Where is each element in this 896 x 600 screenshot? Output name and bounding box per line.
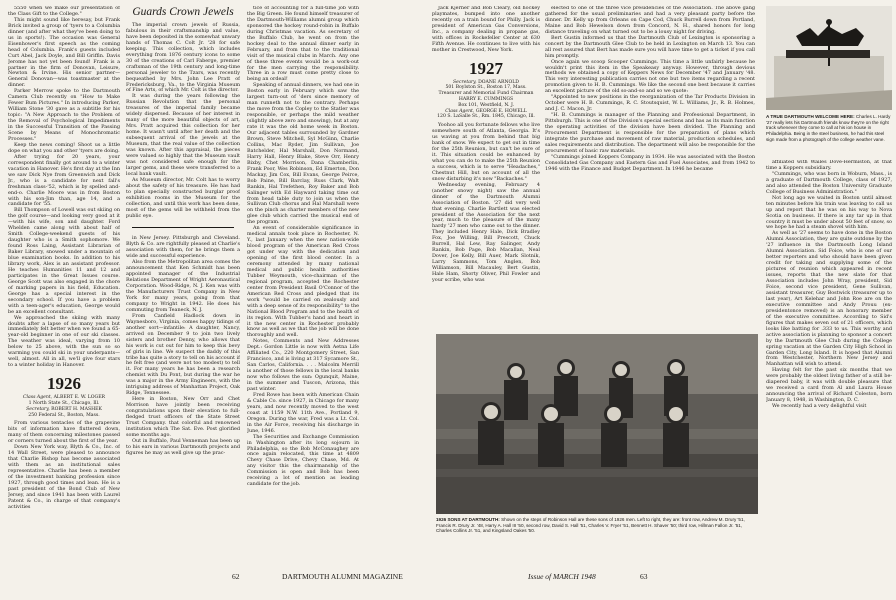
paragraph: Bill Thompson of Lowell was out skiing on the golf course—and looking very good at it—with his wife, son and daughter. Ford Whelden came along with about half of Smith College-weekend guests of his daughter who is a Smith sophomore. We found Ross Laing, Assistant Librarian of Baker Library, snowed under a mountain of blue examination books. In addition to his library work, Alex is an assistant professor. He teaches Humanities 11 and 12 and participates in the Great Issues course. George Scott was also engaged in the chore of marking papers in his field, Education. George has a special interest in the secondary school. If you have a problem with a teen-ager's education, George would be an excellent consultant. (8, 207, 120, 315)
paragraph: As well as '27 seems to have done in the Boston Alumni Association, they are quite outdone by the '27 influence in the Dartmouth Long Island Alumni Association. Sid Foice, who is one of our better reporters and who should have been given credit for taking and supplying some of the pictures of reunion which appeared in recent issues, reports that the new slate for that Association includes John Wray, president, Sid Foice, second vice president, Gene Sullivan, assistant treasurer, Guy Bostwick (treasurer up to last year), Art Kelehar and John Roe are on the executive committee and Andy Prouu (ex-presidentonce removed) is an honorary member of the executive committee. According to Sid's figures that makes seven out of 21 officers, which looks like batting for .333 to us. This worthy and active association is planning to sponsor a concert by the Dartmouth Glee Club during the College spring vacation at the Garden City High School in Garden City, Long Island. It is hoped that Alumni from Westchester, Northern New Jersey and Manhattan will wish to attend. (766, 230, 892, 368)
col2-paras (126, 23, 240, 219)
paragraph: Speaking of annual dinners, we had one in Boston early in February which saw the largest turn-out of 'ders since memory of man runneth not to the contrary. Perhaps the move from the Copley to the Statler was responsible, or perhaps the mild weather (slightly above zero and snowing), but at any rate it was the old home week in Boston. Our adjacent tables surrounded by Gardner Brown, Steve Mitchell, Syl McGinn, Charlie Collins, Mac Ryder, Jim Sullivan, Joe Batchelder, Hal Marshall, Don Normand, Harry Hall, Henry Blake, Steve Orr, Henry Bixby, Chet Morrison, Dana Chamberlin, Frank Poor, Wes Robinson, Ed Emerton, Don Mackay, Jim Cox, Bill Evans, George Peirce, Bob Paine, Bill Barclay, Russ Clark, Walt Rankin, Hal Trefethen, Roy Baker and Bob Salinger with Ed Hayward taking time out from head table duty to join us when the Sullivan Club chorus and Hal Marshall were on the pinch as charter members of the new glee club which carried the musical end of the program. (247, 82, 359, 226)
section-meta-value: DOANE ARNOLD (478, 79, 519, 85)
paragraph: Not long ago we waited in Boston until almost ten minutes before his train was leaving to call us up and report that he was on his way to Nova Scotia on business. If there is any tar up in that country it must be under about 50 feet of snow, so we hope he had a steam shovel with him. (766, 194, 892, 231)
section-meta-key: Secretary, (453, 79, 477, 85)
column-3 (247, 6, 359, 566)
paragraph: Here in Boston, New Orr and Chet Morrison have jointly been receiving congratulations upon their elevation to full-fledged trust officers of the State Street Trust Company. that colorful and renowned institution which The Sat. Eve. Post glorified some months ago. (126, 396, 240, 438)
paragraph: tice of accounting for a full-time job with the Big Green. He found himself treasurer of the Dartmouth-Williams alumni group which sponsored the hockey round-robin in Buffalo during Christmas vacation. As secretary of the Buffalo Club, he went on from the hockey deal to the annual dinner early in February, and from that to the traditional visit of the musical clubs in March. Any one of these three events would be a work-out for the men carrying the responsibility. Three in a row must come pretty close to being an ordeal! (247, 6, 359, 83)
section-meta-value: GEORGE E. HOWELL (475, 108, 527, 114)
col4-paras (432, 6, 540, 54)
page-number-right: 63 (640, 572, 648, 581)
paragraph: Parker Merrow spoke to the Dartmouth Camera Club recently on "How to Make Fewer Bum Pictures." In introducing Parker, William Stone '30 gave as a subtitle for his topic: "A New Approach to the Problem of the Removal of Psychological Impediments in the Successful Transition of the Passing Scene by Means of Monochromatic Processes." (8, 88, 120, 142)
paragraph: Out in Buffalo, Paul Venneman has been up to his ears in various Dartmouth projects and figures he may as well give up the prac- (126, 437, 240, 456)
section-meta-line (8, 413, 120, 419)
paragraph: An event of considerable significance in medical annals took place in Rochester, N. Y., last January when the new nation-wide blood program of the American Red Cross got under way with the dedication and opening of the first blood center. In a ceremony attended by many national medical and public health authorities Tubber Weymouth, vice-chairman of the regional program, accepted the Rochester center from President Basil O'Connor of the American Red Cross and pledged that its work "would be carried on zealously and with a deep sense of its responsibility" to the National Blood Program and to the health of its region. With Tubber's hand and heart in it the new center in Rochester probably know as well as we that the job will be done thoroughly and well. (247, 225, 359, 339)
steel-sign-photo (766, 6, 892, 110)
col4-paras2 (432, 123, 540, 284)
paragraph: "Cummings joined Koppers Company in 1934. He was associated with the Boston Consolidated Gas Company and Eastern Gas and Fuel Associates, and from 1942 to 1946 with the Finance and Budget Department. In 1946 he became (545, 153, 755, 172)
paragraph: This might sound like heresay, but Frank Brick invited a group of 'tyers to a Columbia dinner (and after what they've been doing to us in sports!). The occasion was General Eisenhower's first speech as the coming head of Columbia. Frank's guests included Curt Abel, Jack Doyle, and Bill Griffin. Davis Jerome has not yet been found! Frank is a partner in the firm of Donovan, Leisure, Newton & Irvine. His senior partner—General Donovan—was toastmaster at the dinner. (8, 16, 120, 89)
column-1 (8, 6, 120, 566)
paragraph: affiliated with Wailes Dove-Hermiston, at that time a Koppers subsidiary. (766, 160, 892, 171)
section-meta-value: 250 Federal St., Boston, Mass. (28, 412, 100, 418)
col2-paras2 (126, 236, 240, 456)
col3-paras (247, 6, 359, 488)
col1-paras2 (8, 421, 120, 510)
paragraph: After trying for 20 years, your correspondent finally got around to a winter vacation in Hanover. He's first day at the Inn we saw Dick Nye from Greenwich and Dick Jr., who is a candidate for next fall's freshman class-'52, which is by spelled and-end-o. Charlie Moore was in from Boston with his son-Jim than, age 14, and a candidate for '55. (8, 153, 120, 208)
magazine-title: DARTMOUTH ALUMNI MAGAZINE (282, 572, 403, 581)
paragraph: It was during the years following the Russian Revolution that the personal treasures of the imperial family became widely dispersed. Because of her interest in many of the more beautiful objects of art, Mrs. Pratt acquired this collection for her home. It wasn't until after her death and the subsequent arrival of the jewels at the Museum, that the real value of the collection was known. After this appraisal, the pieces were valued so highly that the Museum vault was not considered safe enough for the larger gems, and these were transferred to a local bank vault. (126, 93, 240, 177)
group-photo-caption: 1926 SONS AT DARTMOUTH: Shown on the steps of Robinson Hall are these sons of 1926 men. Left to right, they are: front row, Andrew M. Drury '51, Francis R. Drury Jr. '48, Harry A. Hall III '50, second row, David S. Hall '51, Charles V. Fryer '51, Bennett H. Shaver '50; third row, Hillman Fallon Jr. '51, Charles Collins Jr. '51, and Kingsland Oakes '50. (436, 517, 745, 534)
paragraph: Yoohoo all you fortunate fellows who live somewhere south of Atlanta, Georgia. It's us waving at you from behind that big bank of snow. We expect to get out in time for the 25th Reunion, but can't be sure of it. This situation could be enhanced by what you can do to make the 25th Reunion a success, which is to serve "Headaches," Chestnut Hill, but on account of all the snow disturbing it's now "Backaches." (432, 122, 540, 182)
paragraph: We recently had a very delightful visit (772, 403, 867, 410)
paragraph: Wednesday evening, February 4 (another snowy night) saw the annual dinner of the Dartmouth Alumni Association of Boston. '27 did very well that evening. Charlie Bartlett was elected president of the Association for the next year, much to the pleasure of the many hardy '27 men who came out to the dinner. They included Henry Hale, Dick Bradley Fox, Joe Willing, Bill Prescott, Chuck Burrell, Hal Lew, Ray Salinger, Andy Rankin, Bob Page, Bob Macallan, Neal Dover, Joe Kelly, Bill Auer, Mark Slotnik, Larry Sammons, Tom Anglen, Bob Williamson, Bill Macauley, Bert Gustin, Hale Ham, Shorty Oliver, Phil Fowler and your scribe, who was (432, 181, 540, 283)
paragraph: Having felt for the past six months that we were probably the oldest living father of a still be-diapered baby, it was with double pleasure that we received a card from Al and Laura House announcing the arrival of Richard Coleston, born January 8, 1948, in Washington, D. C. (766, 367, 892, 404)
paragraph: Down New York way, Blyth & Co., Inc. of 14 Wall Street, were pleased to announce that Charlie Bishop has become associated with them as an institutional sales representative. Charlie has been a member of the investment banking profession since 1927, through good times and lean. He is a past president of the Bond Club of New Jersey, and since 1941 has been with Laurel Patent & Co., in charge of that company's activities (8, 444, 120, 510)
paragraph: elected to one of the three vice presidencies of the Association. The above gang gathered for the usual preliminaries and had a very pleasant party before the dinner. Dr. Kelly up from Orleans on Cape Cod, Chuck Burrell down from Portland, Maine and Bob Hewelson down from Concord, N. H., shared honors for long distance traveling on what turned out to be a lousy night for driving. (545, 6, 755, 35)
section-meta-line (432, 114, 540, 120)
section-meta-value: ROBERT H. MASHEK (51, 406, 102, 412)
col1-paras (8, 6, 120, 369)
section-meta-value: 120 S. LaSalle St., Rm. 1845, Chicago, Ill. (437, 114, 535, 120)
section-meta-value: HARRY E. CUMMINGS (458, 97, 514, 103)
paragraph: Bert Gustin informed us that the Dartmouth Club of Lexington is sponsoring a concert by the Dartmouth Glee Club to be held in Lexington on March 13. You can all rest assured that Bert has made sure you will have time to get a ticket if you call him promptly. (545, 34, 755, 59)
section-heading-1926: 1926 (47, 374, 81, 394)
paragraph: The imperial crown jewels of Russia, fabulous in their craftsmanship and value, have been deposited in the somewhat unwary hands of Thomas C. Colt Jr. '28 for safe keeping. This collection, which includes everything from 1876 century icons to some 30 of the creations of Carl Faberge, premier craftsman of the 19th century and long-time personal jeweler to the Tzars, was recently bequeathed by Mrs. John Lee Pratt of Fredericksburg, Va., to the Virginia Museum of Fine Arts, of which Mr. Colt is the director. (126, 22, 240, 94)
column-4 (432, 6, 540, 328)
paragraph: We approached the skiing with many doubts after a lapse of so many years but immediately felt better when we found a 65-year-old beginner in one of our ski classes. The weather was ideal, varying from 10 below to 25 above, with the sun so so warming you could ski in your underpants—well, almost. All in all, we'll give four stars to a winter holiday in Hanover. (8, 314, 120, 369)
issue-date: Issue of MARCH 1948 (528, 572, 596, 581)
paragraph: "H. B. Cummings is manager of the Planning and Professional Department, in Pittsburgh. This is one of the Division's special sections and has as its main function the operating activities of the division have been divided. The Planning and Procurement Department is responsible for the preparation of plans which integrate the purchase and movement of raw material, production schedules, and sales requirements and distribution. The department will also be responsible for the procurement of basic raw materials. (545, 112, 755, 154)
paragraph: in New Jersey. Pittsburgh and Cleveland. Blyth & Co. are rightfully pleased at Charlie's association with them, for he brings them a wide and successful experience. (126, 235, 240, 260)
section-meta-value: ALBERT E. W. LOGER (53, 395, 106, 401)
paragraph: Fred Rowe has been with American Chain & Cable Co. since 1927, in Chicago for many years, and now recently moved to the west coast at 1159 N.W. 11th Ave., Portland 9, Oregon. During the war, Fred was a Lt. Col. in the Air Force, receiving his discharge in June, 1946. (247, 391, 359, 434)
paragraph: From various tentacles of the grapevine bits of information have fluttered down, many of them concerning milestones passed or corners turned about the first of the year. (8, 420, 120, 445)
robinson-hall-group-photo (436, 334, 758, 514)
column-5 (545, 6, 755, 328)
column-2 (126, 6, 240, 566)
paragraph: From Canfield Hadlock down in Waynesboro, Virginia, comes happy tidings of another sort—infantile: A daughter, Nancy, arrived on December 9 to join two lively sisters and brother Denny, who allows that his work is cut out for him to keep this bevy of girls in line. We suspect the daddy of this tribe has quite a story to tell on his account if he felt free (and were not too modest) to tell it. For many years he has been a research chemist with Du Pont, but during the war he was a major in the Army Engineers, with the intriguing address of Manhattan Project, Oak Ridge, Tennessee. (126, 312, 240, 397)
paragraph: Keep the news coming! Shoot us a little dope on what you and other 'tyers are doing. (8, 141, 120, 154)
paragraph: Once again we scoop Scooper Cummings. This time a little unfairly because he wouldn't print this item in the Speakeasy anyway. However, through devious methods we obtained a copy of Keppers News for December '47 and January '48. This very interesting publication carries not one but two items regarding a recent promotion given to H. B. Cummings. We like the second one best because it carries an excellent picture of the old so-and-so and so we quote: (545, 58, 755, 95)
col4-secmeta (432, 80, 540, 121)
section-meta-value: 501 Boylston St., Boston 17, Mass. (445, 85, 527, 91)
section-meta-value: Box 101, Westfield, N. J. (458, 102, 514, 108)
page-number-left: 62 (232, 572, 240, 581)
paragraph: Also from the Metropolitan area comes the announcement that Ken Schmidt has been appointed manager of the Industrial Relations Department of Wright Aeronautical Corporation. Wood-Ridge, N. J. Ken was with the Manufacturers Trust Company in New York for many years, going from that company to Wright in 1942. He does his commuting from Teaneck, N. J. (126, 259, 240, 313)
paragraph: As Museum director, Mr. Colt has to worry about the safety of his treasure. He has had to plan specially constructed burglar proof exhibition rooms in the Museum for the collection, and until this work has been done, most of the gems will be withheld from the public eye. (126, 176, 240, 219)
column-6 (766, 160, 892, 570)
section-heading-1927: 1927 (469, 58, 503, 78)
col5-paras (545, 6, 755, 173)
col1-secmeta (8, 395, 120, 418)
paragraph: "Cummings, who was born in Woburn, Mass., is a graduate of Dartmouth College, class of 1927, and also attended the Boston University Graduate College of Business Administration." (766, 170, 892, 195)
section-meta-value: 1 North State St., Chicago, Ill. (28, 400, 100, 406)
paragraph: Jack Kjerner and Bob Cleary, old hockey playmates, bumped into one another recently on a train bound for Philly. Jack is president of American Gas Conversions, Inc., a company dealing in propane gas, with offices in Rockefeller Center at 630 Fifth Avenue. He continues to live with his mother in Crestwood, New York. (432, 6, 540, 53)
paragraph: 5550 when we make our presentation of the Class Gift to the College." (8, 6, 120, 17)
section-meta-key: Secretary, (26, 406, 50, 412)
paragraph: The Securities and Exchange Commission in Washington after its long sojourn in Philadelphia, so the Bob McConaughey are once again relocated, this time at 4809 Chevy Chase Drive, Chevy Chase, Md. At any visitor this the chairmanship of the Commission is open and Bob has been receiving a lot of mention as leading candidate for the job. (247, 433, 359, 488)
section-meta-key: Class Agent, (445, 108, 475, 114)
paragraph: Notes, Comments and New Addresses Dept.: Gordon Little is now with Aetna Life Affiliated Co., 220 Montgomery Street, San Francisco, and is living at 317 Sycamore St., San Carlos, California. . . . Malcolm Merrill is another of those fellows in the local banks now who follows the sun: Ogunquit, Maine, in the summer and Tuscon, Arizona, this past winter. (247, 338, 359, 392)
paragraph: "Appointed to new positions in the reorganization of the Tar Products Division in October were H. B. Cummings, R. C. Stoutsquist, W. L. Williams, Jr., R. B. Holmes, and J. C. Macon, Jr. (545, 94, 755, 113)
col6-paras (766, 160, 892, 410)
section-meta-value: Treasurer and Memorial Fund Chairman (438, 91, 534, 97)
steel-sign-caption: A TRUE DARTMOUTH WELCOME HERE: Charles L. Hardy '27 really lets his Dartmouth friends know they're on the right track whenever they come to call at his ion house in Philadelphia. Being in the steel business, he had this steel sign made from a photograph of the college weather vane. (766, 114, 891, 142)
divider-rule (132, 227, 234, 228)
section-meta-key: Class Agent, (22, 395, 53, 401)
article-title: Guards Crown Jewels (132, 6, 234, 18)
